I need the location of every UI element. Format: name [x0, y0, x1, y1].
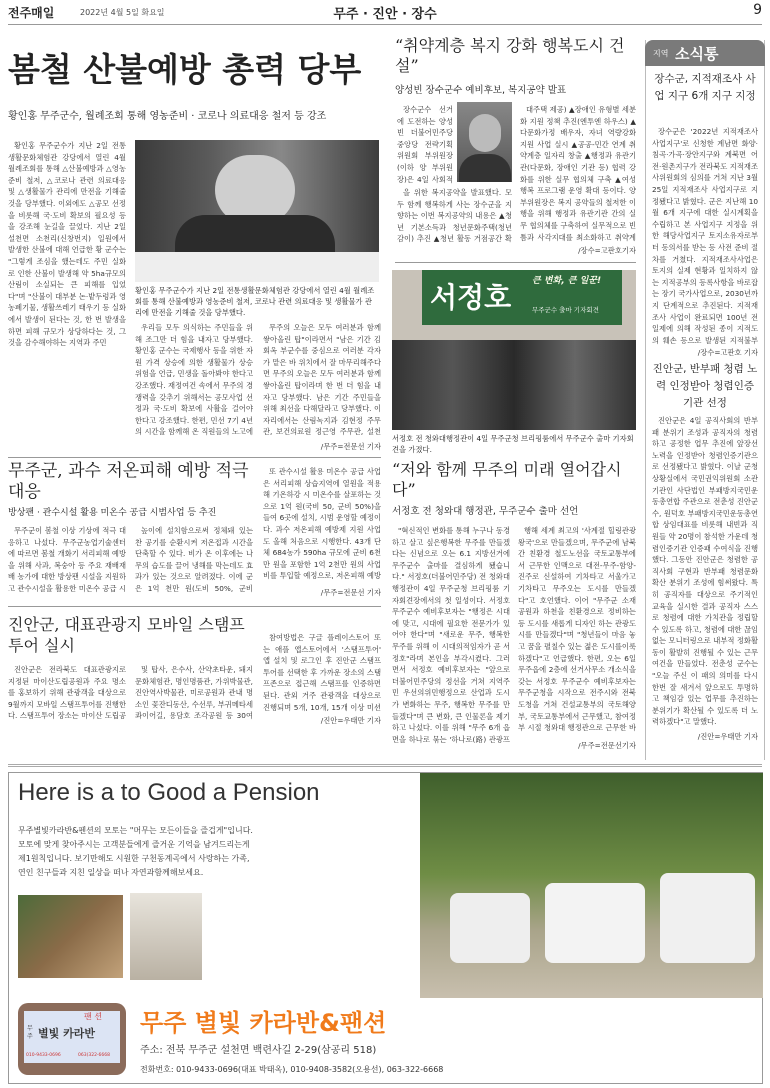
ad-photo-caravans	[420, 773, 763, 998]
header-rule	[8, 24, 762, 25]
a1-subheadline: 황인홍 무주군수, 월례조회 통해 영농준비 · 코로나 의료대응 철저 등 강조	[8, 111, 327, 122]
a2-col1-bottom: 을 위한 복지공약을 발표했다. 모두 함께 행복하게 사는 장수군을 지향하는 이번 복지공약의 내용은 ▲청년 기본소득과 청년문화주택(청년 감이) 추진 ▲청년 활동 거점공간 확	[397, 188, 512, 244]
ad-photo-interior	[130, 893, 202, 980]
ad-title: Here is a to Good a Pension	[18, 779, 320, 806]
ad-business-name: 무주 별빛 카라반&팬션	[140, 1009, 387, 1037]
n1-byline: /장수=고판호 기자	[697, 348, 758, 357]
a5-col1: "혁신적인 변화를 통해 누구나 동경하고 살고 싶은행복한 무주를 만들겠다는 신념으로 오는 6.1 지방선거에 무주군수 출마를 결심하게 됐습니다." 서정호(더불어민주당) 전 청와대행정관이 4일 무주군청 브리핑룸 기자회견장에서의 첫 일성이다. 서정호 무주군수 예비후보자는 "행정은 시대에 맞고, 시대에 필요한 전문가가 있어야 한다"며 "새로운 무주, 행복한 무주를 위해 이 시대의적임자가 곧 서정호"라며 본인을 부각시켰다. 그러면서 서정호 예비후보자는 "앞으로 더불어민주당의 정선을 거쳐 지역주민 우선의위민행정으로 산업과 도시가 변화하는 무주, 행복한 무주를 만들겠다"며 큰 변화, 큰 인물론을 제기하고 나섰다. 이를 위해 "무주 6개 읍면을 하나로 묶는 '하나로(路) 관광프	[392, 526, 510, 744]
n1-headline: 장수군, 지적재조사 사업 지구 6개 지구 지정	[654, 73, 756, 102]
a1-byline: /무주=전문선 기자	[320, 442, 381, 451]
sidebar-title: 소식통	[675, 45, 719, 63]
a5-photo-caption: 서정호 전 청와대행정관이 4일 무주군청 브리핑룸에서 무주군수 출마 기자회견을 가졌다.	[392, 434, 634, 454]
ad-phone: 전화번호: 010-9433-0696(대표 박태옥), 010-9408-3582(오용선), 063-322-6668	[140, 1065, 444, 1074]
a3-col3: 또 관수시설 활용 미온수 공급 사업은 서리피해 상습지역에 열원을 적용해 기온하강 시 미온수를 살포하는 것으로 1억 원(국비 50, 군비 50%)을 들여 6곳에 설치, 시범 운영할 예정이다. 과수 저온피해 예방제 지원 사업도 올해 처음으로 시행한다. 43개 단체 684농가 590ha 규모에 군비 6천만 원을 포함한 1억 2천만 원의 사업비를 투입할 예정으로, 저온피해 예방	[263, 467, 381, 581]
a4-headline: 진안군, 대표관광지 모바일 스탬프투어 실시	[8, 615, 245, 655]
a3-headline: 무주군, 과수 저온피해 예방 적극 대응	[8, 461, 249, 502]
a2-byline: /장수=고판호기자	[578, 246, 636, 255]
a3-col2: 높이에 설치함으로써 정체돼 있는 찬 공기를 순환시켜 저온접과 시간을 단축할 수 있다. 비가 온 이후에는 나무의 습도를 끌어 냉해를 막는데도 효과가 있는 것으로 알려졌다. 이에 군은 1억 천만 원(도비 50%, 군비	[135, 526, 253, 593]
a3-col1: 무주군이 봄철 이상 기상에 적극 대응하고 나섰다. 무주군농업기술센터에 따르면 봄철 개화기 서리피해 예방을 위해 사과, 복숭아 등 주요 재배재배 농가에 대한 방상팬 시설을 지원하고 관수시설을 활용한 미온수 공급 시	[8, 526, 126, 593]
a5-col2: 행해 세계 최고의 '사계절 힐링관광왕국'으로 만들겠으며, 무주군에 남북간 친환경 철도노선을 국토교통부에서 근무한 인맥으로 대전-무주-함양-진주로 신설하여 기차타고 서울가고 기차타고 무주오는 도시를 만들겠다"고 호언했다. 이어 "무주군 소재 공원과 하천을 친환경으로 정비하는 등 도시를 새롭게 디자인 하는 관광도시를 만들겠다"며 "청년들이 마음 놓고 꿈을 펼칠수 있는 젊은 도시를이룩하겠다"고 언급했다. 한편, 오는 6일 무주읍에 2층에 선거사무소 개소식을 갖는 서정호 무주군수 예비후보자는 무주군청을 시작으로 전주시와 전북도청을 거쳐 건설교통부의 국토해양부, 국토교통부에서 근무했고, 참여정부 시절 청와대 행정관으로 근무한 바	[518, 526, 636, 733]
divider	[8, 457, 381, 458]
a2-col2: 대주택 제공) ▲장애인 유형별 세분화 지원 정책 추진(엔투엔 하우스) ▲다문화가정 배우자, 자녀 역량강화 지원 사업 실시 ▲공공-민간 연계 취약계층 일자리 창출 ▲행정과 유관기관(다문화, 장애인 기관 등) 협력 강화를 위한 실무 협의체 구축 ▲여성 행복 프로그램 운영 확대 등이다. 양 부위원장은 복지 공약들의 철저한 이행을 위해 행정과 유관기관 간의 실무 협의체를 구축하여 실무적으로 빈틈과 사각지대를 최소화하고 취약계	[520, 105, 636, 242]
a2-candidate-portrait	[457, 102, 512, 182]
a1-col3: 무주의 오늘은 모두 여러분과 함께 쌓아올린 탑"이라면서 "남은 기간 김회옥 부군수를 중심으로 여러분 각자가 맡은 바 위치에서 잘 마무리해주다면 무주의 오늘은 모두 여러분과 함께 쌓아올린 탑이라며 한 번 더 힘을 내자고 당부했다. 남은 기간 주민들을 위해 최선을 다해달라고 당부했다. 이 자리에서는 산림녹지과 김현정 주무관, 보건의료원 정근영 주무관, 설천	[263, 323, 381, 437]
a1-photo-speaker	[135, 140, 379, 282]
n2-body: 진안군은 4일 공직사회의 반부패 분위기 조성과 공직자의 청렴하고 공정한 업무 추진에 앞장선 노력을 인정받아 청렴인증기관으로 선정됐다고 밝혔다. 이날 군청 상황실에서 국민권익위원회 소관 기관인 사단법인 부패방지국민운동총연합 주관으로 전춘성 진안군수, 원덕호 부패방지국민운동총연합 상임대표를 비롯해 내빈과 직원들 약 20명이 참석한 가운데 청렴인증기관 인증패 수여식을 진행했다. 그동안 진안군은 청렴한 공직사회 구현과 반부패 청렴문화 확산 분위기 조성에 힘써왔다. 특히 공직자를 대상으로 주기적인 교육을 실시한 결과 공직자 스스로 청렴에 대한 가치관을 정립할 수 있도록 하고, 청렴에 대한 끊임없는 모니터링으로 내부적 정화활동이 활발히 진행될 수 있는 근무여건을 만들었다. 전춘성 군수는 "오늘 주신 이 패의 의미를 다시 한번 잘 새겨서 앞으로도 투명하고 책임감 있는 업무를 추진하는 분위기가 확산될 수 있도록 더 노력하겠다"고 말했다.	[652, 416, 758, 727]
paper-name: 전주매일	[8, 6, 55, 20]
a1-col2: 우리들 모두 의식하는 주민들을 위해 조그만 더 힘을 내자고 당부했다. 황인홍 군수는 국제행사 등을 위한 자원 가격 상승에 의한 생활물가 상승 위험을 언급, 민생을 돌아봐야 한다고 강조했다. 재정여건 속에서 무주의 경쟁력을 갖추기 위해서는 공모사업 선정과 국·도비 확보에 사활을 걸어야 한다고 강조했다. 한편, 민선 7기 4년의 시간을 함께해 온 직원들의 노고에	[135, 323, 253, 437]
n2-byline: /진안=우태만 기자	[697, 732, 758, 741]
divider	[395, 262, 636, 263]
a4-byline: /진안=우태만 기자	[320, 716, 381, 725]
ad-text: 무주별빛카라반&펜션의 모토는 "머무는 모든이들을 즐겁게"입니다. 모토에 맞게 찾아주시는 고객분들에게 즐거운 기억을 남겨드리는게 제1원칙입니다. 보기만해도 시원한 구천동계곡에서 사랑하는 가족, 연인 친구들과 지친 일상을 떠나 자연과함께해보세요.	[18, 826, 253, 877]
section-title: 무주 · 진안 · 장수	[333, 7, 437, 22]
a2-col1-top: 장수군수 선거에 도전하는 양성빈 더불어민주당 중앙당 전략기획위원회 부위원장(이하 양 부위원장)은 4일 사회적	[397, 105, 453, 184]
ad-photo-deck	[18, 895, 123, 978]
a2-subheadline: 양성빈 장수군수 예비후보, 복지공약 발표	[395, 85, 567, 96]
a5-byline: /무주=전문선기자	[578, 741, 636, 750]
a5-press-conference-photo	[392, 270, 636, 430]
a2-headline: “취약계층 복지 강화 행복도시 건설”	[395, 36, 625, 75]
n1-body: 장수군은 '2022년 지적재조사 사업지구'로 신청한 계남면 화양·침곡·가곡·장안지구와 계북면 어전·원촌지구가 전라북도 지적재조사위원회의 심의를 거쳐 지난 3월 25일 지적재조사 사업지구로 지정됐다고 밝혔다. 군은 지난해 10월 6개 지구에 대한 실시계획을 수립하고 본 사업지구 지정을 위한 해당사업지구 토지소유자로부터 동의서를 받는 등 사전 준비 절차를 거쳤다. 지적재조사사업은 토지의 실제 현황과 일치하지 않는 지적공부의 등록사항을 바로잡는 장기 국가사업으로, 2030년까지 단계적으로 추진된다. 지적재조사 사업이 완료되면 100년 전 일제에 의해 작성된 종이 지적도의 훼손 등으로 발생된 지적불부	[652, 127, 758, 345]
issue-date: 2022년 4월 5일 화요일	[80, 8, 165, 17]
ad-address: 주소: 전북 무주군 설천면 백련사길 2-29(삼공리 518)	[140, 1045, 377, 1056]
a1-col1: 황인홍 무주군수가 지난 2일 전통생활문화체험관 강당에서 열린 4월 월례조회를 통해 △산불예방과 △영농준비 철저, △코로나 관련 의료대응 및 △생활물가 관리에 만전을 기해줄 것을 당부했다. 이외에도 △공모 선정을 비롯해 국·도비 확보의 필요성 등을 강조해 눈길을 끌었다. 지난 2일 설천면 소천리(신창번지) 일원에서 발생한 산불에 대해 언급한 황 군수는 "그렇게 조심을 했는데도 주민 실화로 인한 산불이 발생해 약 5ha규모의 산림이 소실되는 큰 피해를 입었다"며 "산불이 대부분 논·밭두렁과 영농폐기물, 생활쓰레기 태우기 등 실화에서 발생이 된다는 것, 한 번 발생을 하면 피해 규모가 상당하다는 것, 그것을 감수해야하는 지역과 주민	[8, 141, 126, 348]
sidebar-tag: 지역	[653, 49, 669, 58]
divider	[8, 606, 381, 607]
a5-headline: “저와 함께 무주의 미래 열어갑시다”	[392, 460, 622, 499]
n2-headline: 진안군, 반부패 청렴 노력 인정받아 청렴인증기관 선정	[652, 363, 758, 409]
a3-byline: /무주=전문선 기자	[320, 588, 381, 597]
ad-rule	[8, 764, 762, 767]
a4-col1: 진안군은 전라북도 대표관광지로 지정된 마이산도립공원과 주요 명소를 홍보하기 위해 관광객을 대상으로 9월까지 모바일 스탬프투어를 진행한다. 스탬프투어 장소는 마이산 도립공	[8, 665, 126, 721]
a4-col3: 참여방법은 구글 플레이스토어 또는 애플 앱스토어에서 '스탬프투어' 앱 설치 및 로그인 후 진안군 스탬프투어를 선택한 후 가까운 장소의 스탬프존으로 접근해 스탬프를 인증하면 된다. 관외 거주 관광객을 대상으로 진행되며 5개, 10개, 15개 이상 미션	[263, 633, 381, 712]
a3-subheadline: 방상팬 · 관수시설 활용 미온수 공급 시범사업 등 추진	[8, 508, 217, 518]
banner-sub: 무주군수 출마 기자회견	[532, 306, 599, 314]
a1-photo-caption: 황인홍 무주군수가 지난 2일 전통생활문화체험관 강당에서 열린 4월 월례조회를 통해 산불예방과 영농준비 철저, 코로나 관련 의료대응 및 생활물가 관리에 만전을 기해줄 것을 당부했다.	[135, 286, 375, 317]
sidebar-header	[645, 40, 765, 66]
page-number: 9	[753, 2, 762, 18]
ad-sign-photo: 팬 션 무주 별빛 카라반 010-9433-0696 063)322-6668	[18, 1003, 126, 1075]
banner-name: 서정호	[430, 281, 512, 314]
banner-slogan: 큰 변화, 큰 일꾼!	[532, 276, 602, 286]
a4-col2: 및 탑사, 은수사, 산약초타운, 돼지문화체험관, 명인명품관, 가위박물관, 진안역사박물관, 미로공원과 관내 명소인 꽃잔디동산, 수선루, 부귀메타세콰이어길, 용담호 조각공원 등 30여	[135, 665, 253, 721]
a5-subheadline: 서정호 전 청와대 행정관, 무주군수 출마 선언	[392, 506, 579, 517]
a1-headline: 봄철 산불예방 총력 당부	[8, 50, 362, 89]
